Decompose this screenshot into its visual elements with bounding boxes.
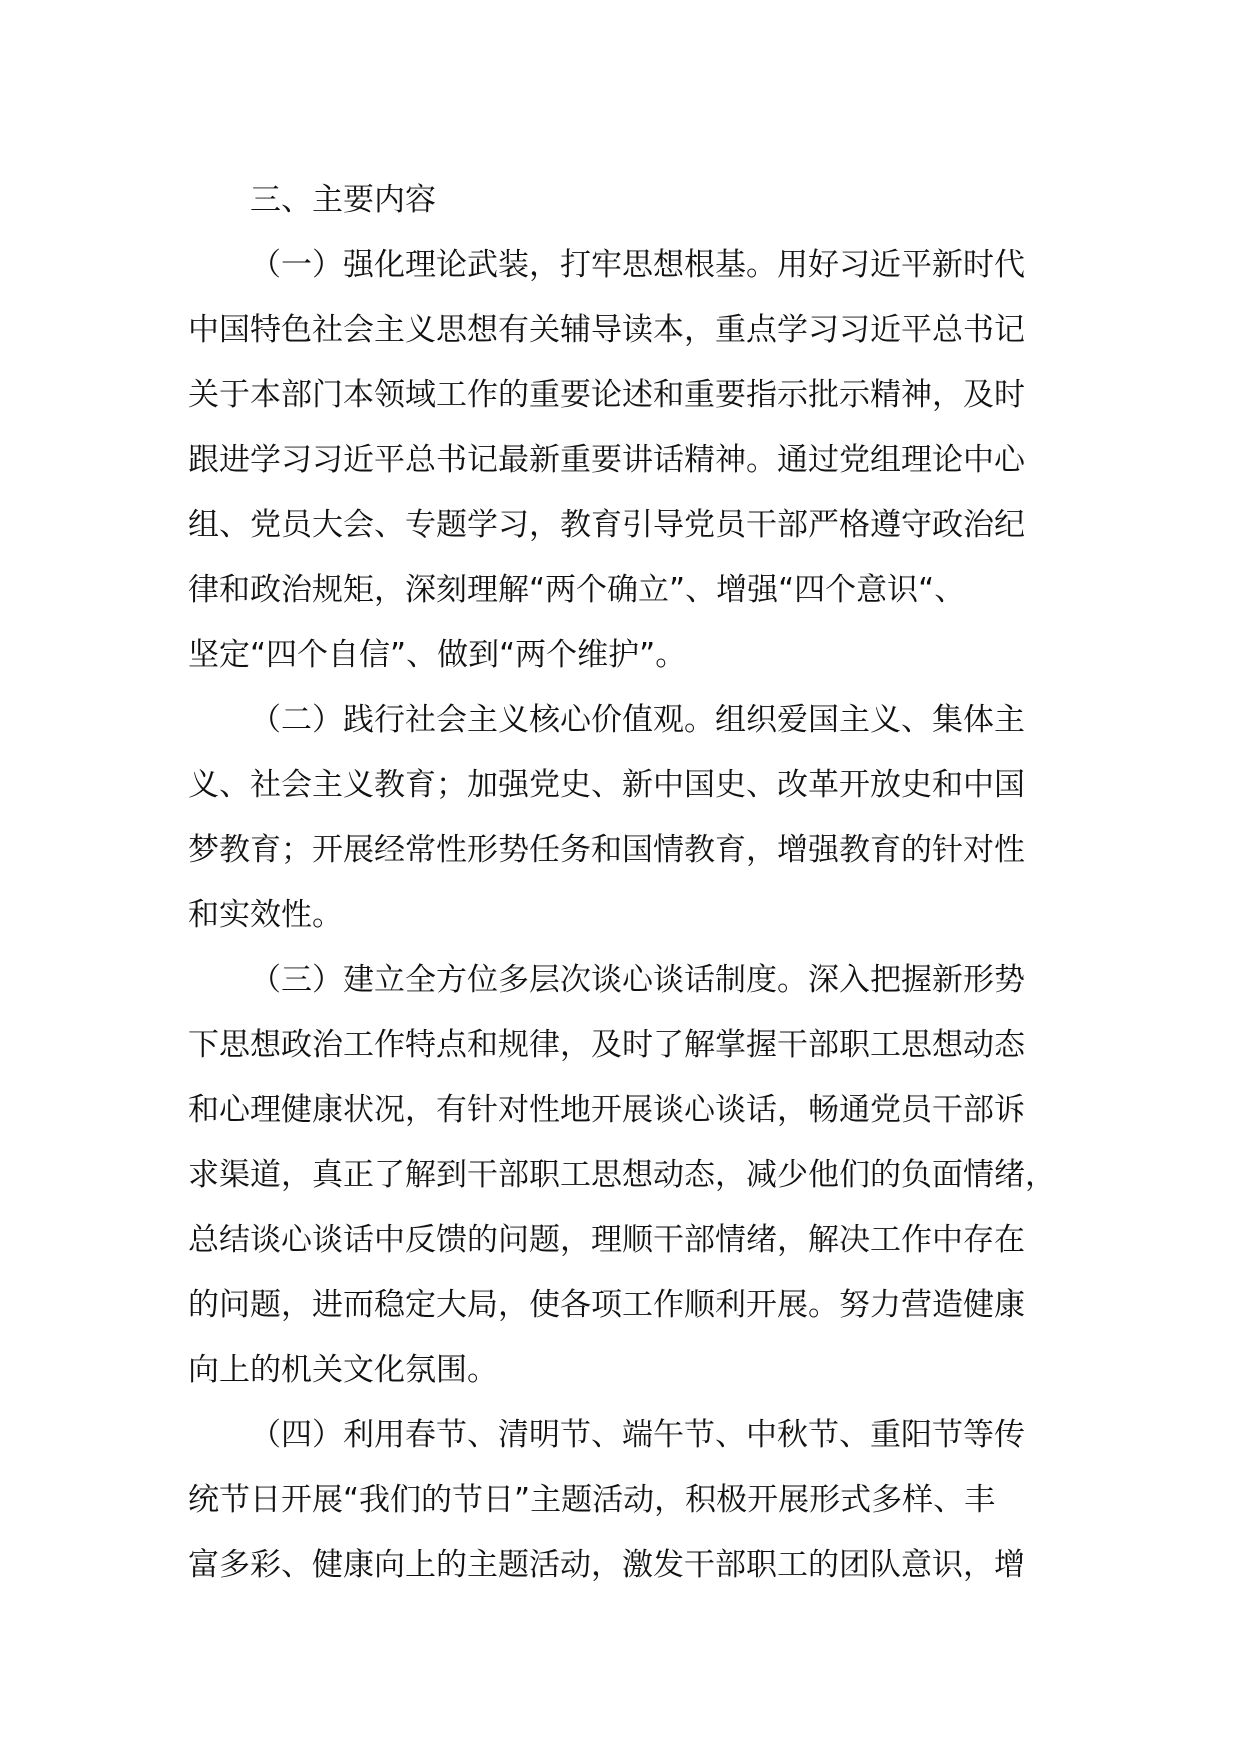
paragraph-2-line: 梦教育；开展经常性形势任务和国情教育，增强教育的针对性	[188, 832, 1025, 868]
paragraph-2-line: （二）践行社会主义核心价值观。组织爱国主义、集体主	[250, 702, 1025, 738]
paragraph-3-line: 下思想政治工作特点和规律，及时了解掌握干部职工思想动态	[188, 1027, 1025, 1063]
paragraph-4-line: 富多彩、健康向上的主题活动，激发干部职工的团队意识，增	[188, 1547, 1025, 1583]
paragraph-3-line: 和心理健康状况，有针对性地开展谈心谈话，畅通党员干部诉	[188, 1092, 1025, 1128]
paragraph-1-line: 中国特色社会主义思想有关辅导读本，重点学习习近平总书记	[188, 312, 1025, 348]
paragraph-2-line: 和实效性。	[188, 897, 343, 933]
paragraph-1-line: 跟进学习习近平总书记最新重要讲话精神。通过党组理论中心	[188, 442, 1025, 478]
paragraph-1-line: 组、党员大会、专题学习，教育引导党员干部严格遵守政治纪	[188, 507, 1025, 543]
paragraph-3-line: 的问题，进而稳定大局，使各项工作顺利开展。努力营造健康	[188, 1287, 1025, 1323]
paragraph-3-line: 总结谈心谈话中反馈的问题，理顺干部情绪，解决工作中存在	[188, 1222, 1025, 1258]
paragraph-4-line: （四）利用春节、清明节、端午节、中秋节、重阳节等传	[250, 1417, 1025, 1453]
paragraph-1-line: 律和政治规矩，深刻理解“两个确立”、增强“四个意识“、	[188, 572, 966, 608]
paragraph-3-line: （三）建立全方位多层次谈心谈话制度。深入把握新形势	[250, 962, 1025, 998]
paragraph-1-line: 坚定“四个自信”、做到“两个维护”。	[188, 637, 687, 673]
paragraph-3-line: 向上的机关文化氛围。	[188, 1352, 498, 1388]
paragraph-1-line: 关于本部门本领域工作的重要论述和重要指示批示精神，及时	[188, 377, 1025, 413]
paragraph-1-line: （一）强化理论武装，打牢思想根基。用好习近平新时代	[250, 247, 1025, 283]
paragraph-3-line: 求渠道，真正了解到干部职工思想动态，减少他们的负面情绪，	[188, 1157, 1056, 1193]
document-body	[188, 168, 1068, 1598]
paragraph-2-line: 义、社会主义教育；加强党史、新中国史、改革开放史和中国	[188, 767, 1025, 803]
paragraph-4-line: 统节日开展“我们的节日”主题活动，积极开展形式多样、丰	[188, 1482, 996, 1518]
section-heading: 三、主要内容	[250, 182, 436, 218]
